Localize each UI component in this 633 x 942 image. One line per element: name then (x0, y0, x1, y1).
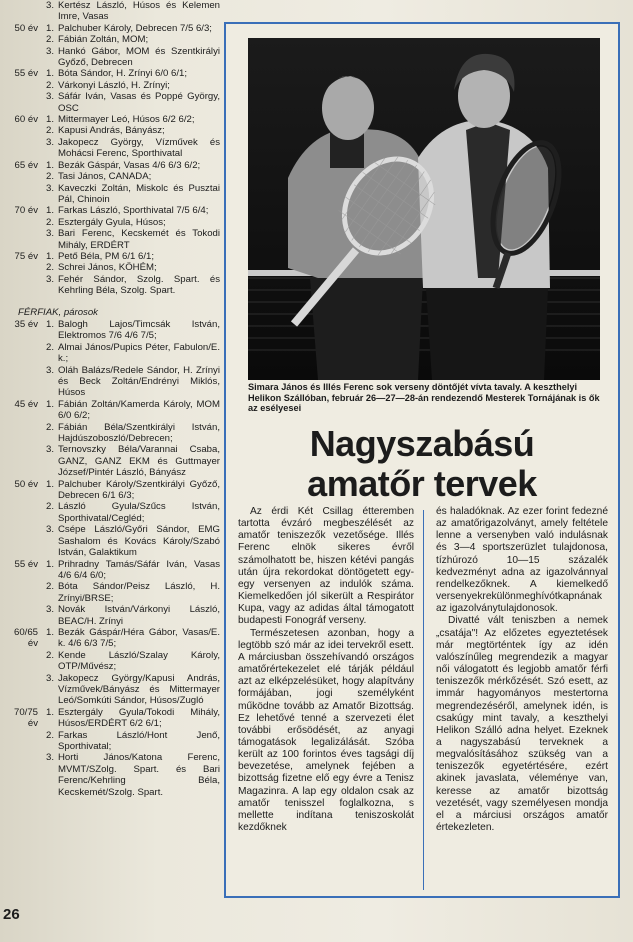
result-text: Bóta Sándor, H. Zrínyi 6/0 6/1; (58, 68, 188, 80)
placement: 1. (45, 398, 54, 410)
result-entry (6, 171, 220, 182)
column-divider (423, 510, 424, 890)
headline-line-2: amatőr tervek (307, 463, 537, 504)
placement: 2. (45, 171, 54, 183)
placement: 3. (45, 273, 54, 285)
placement: 3. (45, 364, 54, 376)
result-entry (6, 673, 220, 707)
placement: 3. (45, 524, 54, 536)
age-group (6, 650, 38, 673)
age-group (6, 137, 38, 160)
age-group (6, 365, 38, 399)
placement: 2. (45, 501, 54, 513)
result-entry (6, 251, 220, 262)
result-entry (6, 752, 220, 798)
result-entry (6, 262, 220, 273)
age-group (6, 125, 38, 136)
result-text: Bezák Gáspár/Héra Gábor, Vasas/E. k. 4/6 6/3 7/5; (58, 626, 220, 650)
placement: 3. (45, 45, 54, 57)
result-text: Bóta Sándor/Peisz László, H. Zrínyi/BRSE; (58, 581, 220, 604)
result-text: Almai János/Pupics Péter, Fabulon/E. k.; (58, 341, 220, 365)
age-group: 45 év (14, 398, 38, 410)
result-entry (6, 217, 220, 228)
placement: 3. (45, 752, 54, 764)
placement: 2. (45, 125, 54, 137)
article-column-1 (238, 506, 414, 834)
result-entry (6, 627, 220, 650)
result-text: Jakopecz György/Kapusi András, Vízművek/Bányász és Mittermayer Leó/Somkúti Sándor, Húsos/Zugló (58, 672, 220, 707)
age-group: 70/75 év (13, 706, 38, 730)
result-text: Várkonyi László, H. Zrínyi; (58, 79, 170, 91)
result-text: Esztergály Gyula/Tokodi Mihály, Húsos/ERDÉRT 6/2 6/1; (58, 706, 220, 730)
result-entry (6, 479, 220, 502)
result-entry (6, 160, 220, 171)
result-entry (6, 444, 220, 478)
placement: 3. (45, 91, 54, 103)
players-photo (248, 38, 600, 380)
age-group (6, 422, 38, 445)
placement: 1. (45, 706, 54, 718)
result-entry (6, 46, 220, 69)
result-text: Esztergály Gyula, Húsos; (58, 216, 166, 228)
result-entry (6, 399, 220, 422)
result-entry (6, 114, 220, 125)
age-group (6, 604, 38, 627)
age-group: 60 év (14, 114, 38, 126)
result-entry (6, 34, 220, 45)
result-text: Kertész László, Húsos és Kelemen Imre, Vasas (58, 0, 220, 23)
result-text: Fábián Zoltán/Kamerda Károly, MOM 6/0 6/2; (58, 398, 220, 422)
result-text: Novák István/Várkonyi László, BEAC/H. Zrínyi (58, 604, 220, 627)
result-text: Fehér Sándor, Szolg. Spart. és Kehrling Béla, Szolg. Spart. (58, 273, 220, 297)
result-text: László Gyula/Szűcs István, Sporthivatal/Cegléd; (58, 501, 220, 524)
result-entry (6, 422, 220, 445)
placement: 1. (45, 318, 54, 330)
result-text: Bari Ferenc, Kecskemét és Tokodi Mihály, ERDÉRT (58, 228, 220, 251)
age-group (6, 673, 38, 707)
age-group (6, 501, 38, 524)
result-entry (6, 0, 220, 23)
article-frame (224, 22, 620, 898)
result-text: Schrei János, KÖHÉM; (58, 262, 157, 274)
placement: 3. (45, 0, 54, 11)
result-entry (6, 68, 220, 79)
result-text: Farkas László, Sporthivatal 7/5 6/4; (58, 205, 209, 217)
placement: 1. (45, 478, 54, 490)
result-entry (6, 604, 220, 627)
placement: 3. (45, 604, 54, 616)
result-text: Fábián Béla/Szentkirályi István, Hajdúszoboszló/Debrecen; (58, 421, 220, 445)
placement: 3. (45, 228, 54, 240)
age-group: 60/65 év (13, 626, 38, 650)
result-entry (6, 137, 220, 160)
placement: 3. (45, 136, 54, 148)
placement: 2. (45, 262, 54, 274)
results-column (6, 0, 220, 798)
result-entry (6, 274, 220, 297)
result-entry (6, 581, 220, 604)
age-group: 50 év (14, 478, 38, 490)
age-group (6, 581, 38, 604)
placement: 3. (45, 444, 54, 456)
age-group (6, 91, 38, 114)
placement: 3. (45, 672, 54, 684)
article-paragraph: és haladóknak. Az ezer forint fedezné az amatőrigazolványt, amely feltétele lenne a versenyben való indulásnak és 3—4 sportszerüzlet tulajdonosa, tízhúrozó 10—15 százalék kedvezményt adna az igazolvánnyal rendelkezőknek. A kiemelkedő versenyekrekülönmeghívótkapnának az igazolványtulajdonosok. (436, 506, 608, 615)
result-text: Csépe László/Győri Sándor, EMG Sashalom és Kovács Károly/Szabó István, Galaktikum (58, 524, 220, 559)
result-entry (6, 501, 220, 524)
age-group (6, 34, 38, 45)
result-entry (6, 707, 220, 730)
placement: 2. (45, 729, 54, 741)
age-group (6, 752, 38, 798)
placement: 3. (45, 182, 54, 194)
age-group (6, 217, 38, 228)
result-text: Pető Béla, PM 6/1 6/1; (58, 250, 154, 262)
result-entry (6, 319, 220, 342)
result-entry (6, 183, 220, 206)
age-group (6, 444, 38, 478)
placement: 2. (45, 79, 54, 91)
result-text: Tasi János, CANADA; (58, 171, 152, 183)
result-entry (6, 205, 220, 216)
age-group (6, 262, 38, 273)
age-group (6, 171, 38, 182)
result-text: Oláh Balázs/Redele Sándor, H. Zrínyi és Beck Zoltán/Endrényi Miklós, Húsos (58, 364, 220, 399)
result-text: Fábián Zoltán, MOM; (58, 34, 149, 46)
result-text: Mittermayer Leó, Húsos 6/2 6/2; (58, 114, 195, 126)
placement: 2. (45, 34, 54, 46)
age-group (6, 80, 38, 91)
result-text: Bezák Gáspár, Vasas 4/6 6/3 6/2; (58, 159, 201, 171)
age-group: 65 év (14, 159, 38, 171)
placement: 1. (45, 626, 54, 638)
article-paragraph: Az érdi Két Csillag étteremben tartotta évzáró megbeszélését az amatőr teniszezők vezetősége. Illés Ferenc elnök sikeres évről számolhatott be, hiszen kétévi pangás után újra rekordokat döntögetett egy-egy versenyen az indulók száma. Kiemelkedően jól sikerült a Respirátor Kupa, vagy az adidas által támogatott budapesti Fonográf verseny. (238, 506, 414, 627)
result-text: Kende László/Szalay Károly, OTP/Művész; (58, 649, 220, 673)
result-text: Horti János/Katona Ferenc, MVMT/SZolg. Spart. és Bari Ferenc/Kehrling Béla, Kecskemét/Szolg. Spart. (58, 752, 220, 798)
article-paragraph: Természetesen azonban, hogy a legtöbb szó már az idei tervekről esett. A márciusban összehívandó országos amatőrértekezelet elé tárják például azt az elképzelésüket, hogy alapítvány formájában, jogi személyként működne tovább az Amatőr Bizottság. Ez lehetővé tenné a szervezeti élet további erősödését, az anyagi támogatások legalizálását. Szóba került az 100 forintos éves tagsági díj bevezetése, amelynek fejében a bizottság fizetne elő egy évre a Tenisz Magazinra. A lap egy oldalon csak az amatőr tenisszel foglalkozna, s mellette indítana teniszoskolát kezdőknek (238, 627, 414, 834)
age-group (6, 46, 38, 69)
headline-line-1: Nagyszabású (309, 423, 535, 464)
age-group: 70 év (14, 205, 38, 217)
result-text: Palchuber Károly/Szentkirályi Győző, Debrecen 6/1 6/3; (58, 478, 220, 502)
placement: 1. (45, 68, 54, 80)
result-entry (6, 80, 220, 91)
photo-caption: Simara János és Illés Ferenc sok verseny döntőjét vívta tavaly. A keszthelyi Helikon Szállóban, február 26—27—28-án rendezendő Mesterek Tornájának is ők az esélyesei (248, 382, 600, 414)
placement: 2. (45, 581, 54, 593)
placement: 1. (45, 114, 54, 126)
result-entry (6, 125, 220, 136)
article-paragraph: Divatté vált teniszben a nemek „csatája"! Az előzetes egyeztetések már megtörténtek így az idén valószínűleg megrendezik a magyar női válogatott és legjobb amatőr férfi teniszezők mérkőzését. Szó esett, az immár hagyományos mestertorna megrendezéséről, amelynek idén, is csakúgy mint tavaly, a keszthelyi Helikon Szálló adna helyet. Ezeknek a nagyszabású terveknek a megvalósításához szükség van a teniszezők egyetértésére, ezért akinek javaslata, véleménye van, keresse az amatőr bizottság vezetését, vagy személyesen mondja el a márciusi országos amatőr értekezleten. (436, 615, 608, 834)
result-entry (6, 23, 220, 34)
result-text: Sáfár Iván, Vasas és Poppé György, OSC (58, 91, 220, 114)
age-group (6, 183, 38, 206)
age-group (6, 524, 38, 558)
doubles-heading: FÉRFIAK, párosok (18, 306, 98, 318)
result-text: Palchuber Károly, Debrecen 7/5 6/3; (58, 22, 212, 34)
age-group: 35 év (14, 318, 38, 330)
result-text: Hankó Gábor, MOM és Szentkirályi Győző, Debrecen (58, 45, 220, 69)
age-group (6, 0, 38, 23)
result-text: Balogh Lajos/Timcsák István, Elektromos 7/6 4/6 7/5; (58, 318, 220, 342)
page-number: 26 (3, 906, 20, 923)
placement: 1. (45, 159, 54, 171)
placement: 1. (45, 250, 54, 262)
result-entry (6, 342, 220, 365)
age-group (6, 228, 38, 251)
result-text: Kaveczki Zoltán, Miskolc és Pusztai Pál, Chinoin (58, 182, 220, 205)
age-group: 55 év (14, 558, 38, 570)
article-headline (226, 424, 618, 504)
result-entry (6, 91, 220, 114)
result-entry (6, 524, 220, 558)
placement: 2. (45, 649, 54, 661)
age-group: 75 év (14, 250, 38, 262)
placement: 2. (45, 216, 54, 228)
age-group (6, 730, 38, 753)
placement: 1. (45, 558, 54, 570)
article-column-2 (436, 506, 608, 834)
age-group (6, 274, 38, 297)
singles-results (6, 0, 220, 297)
placement: 2. (45, 341, 54, 353)
placement: 2. (45, 421, 54, 433)
age-group (6, 342, 38, 365)
age-group: 50 év (14, 22, 38, 34)
age-group: 55 év (14, 68, 38, 80)
result-text: Farkas László/Hont Jenő, Sporthivatal; (58, 729, 220, 752)
result-text: Ternovszky Béla/Varannai Csaba, GANZ, GANZ EKM és Guttmayer József/Pintér László, Bányász (58, 444, 220, 479)
result-entry (6, 559, 220, 582)
result-text: Jakopecz György, Vízművek és Mohácsi Ferenc, Sporthivatal (58, 136, 220, 160)
result-entry (6, 650, 220, 673)
placement: 1. (45, 205, 54, 217)
placement: 1. (45, 22, 54, 34)
result-entry (6, 228, 220, 251)
result-entry (6, 730, 220, 753)
doubles-results (6, 319, 220, 798)
result-text: Prihradny Tamás/Sáfár Iván, Vasas 4/6 6/4 6/0; (58, 558, 220, 581)
result-entry (6, 365, 220, 399)
players-photo-image (248, 38, 600, 380)
result-text: Kapusi András, Bányász; (58, 125, 165, 137)
